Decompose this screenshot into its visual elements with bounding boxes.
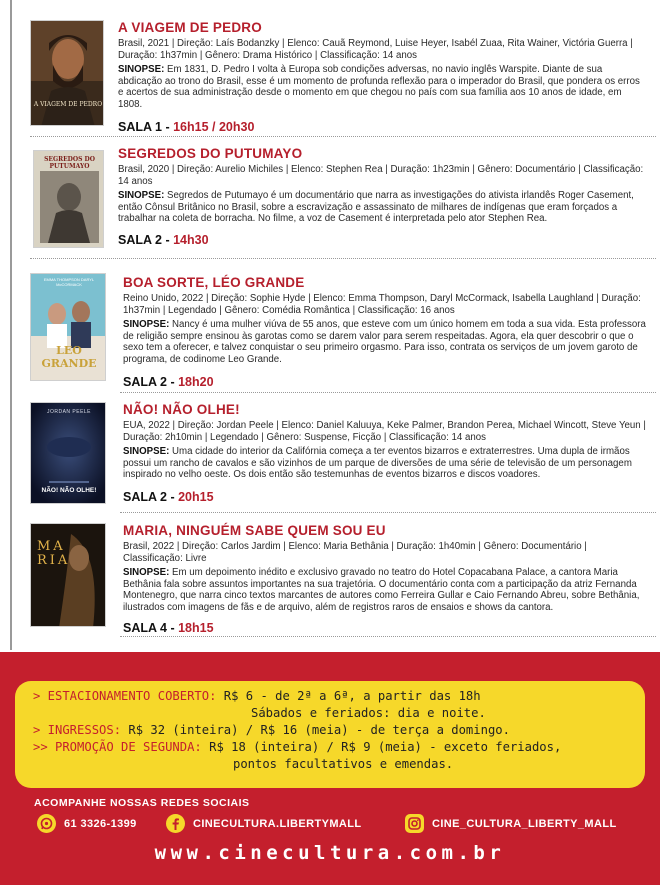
instagram-icon [405,814,424,833]
movie-session [118,120,646,134]
session-times: 16h15 / 20h30 [173,119,255,134]
session-times: 18h15 [178,620,214,635]
promo-value: R$ 18 (inteira) / R$ 9 (meia) - exceto feriados, [209,740,562,754]
movie-poster[interactable] [33,150,104,248]
movie-meta: Brasil, 2020 | Direção: Aurelio Michiles | Elenco: Stephen Rea | Duração: 1h23min | Gênero: Documentário | Classificação: 14 anos [118,164,644,187]
session-room: SALA 2 - [118,232,170,247]
facebook-handle: CINECULTURA.LIBERTYMALL [193,817,362,830]
facebook-icon [166,814,185,833]
parking-line-2: Sábados e feriados: dia e noite. [251,706,486,720]
movie-info [118,20,646,134]
session-room: SALA 2 - [123,489,175,504]
synopsis-label: SINOPSE: [123,446,170,458]
poster-title: SEGREDOS DO PUTUMAYO [44,156,95,170]
movie-session [123,490,646,504]
movie-poster[interactable] [30,273,106,381]
movie-poster[interactable] [30,20,104,126]
poster-title: LEO GRANDE [41,344,97,370]
synopsis-text: Nancy é uma mulher viúva de 55 anos, que esteve com um único homem em toda a sua vida. Esta professora de religião sempre ensinou às garotas como se darem valor para serem respeitadas. Agora, ela quer descobrir o que o sexo tem a oferecer, e talvez conquistar o seu primeiro orgasmo. Para isso, contrata os serviços de um jovem garoto de programa, de codinome Leo Grande. [123,319,646,365]
movie-info [123,402,646,504]
movie-meta: Brasil, 2021 | Direção: Laís Bodanzky | Elenco: Cauã Reymond, Luise Heyer, Isabél Zuaa, Rita Wainer, Victória Guerra | Duração: 1h37min | Gênero: Drama Histórico | Classificação: 14 anos [118,38,633,61]
synopsis-label: SINOPSE: [123,319,170,331]
session-room: SALA 1 - [118,119,170,134]
movie-synopsis [123,446,646,481]
separator [120,636,656,637]
whatsapp-contact[interactable] [37,814,137,833]
session-room: SALA 4 - [123,620,175,635]
movie-meta: Brasil, 2022 | Direção: Carlos Jardim | Elenco: Maria Bethânia | Duração: 1h40min | Gênero: Documentário | Classificação: Livre [123,541,587,564]
poster-top-text: JORDAN PEELE [46,409,92,415]
social-title: ACOMPANHE NOSSAS REDES SOCIAIS [34,797,250,809]
movie-synopsis [118,190,646,225]
parking-label: > ESTACIONAMENTO COBERTO: [33,689,217,703]
movie-info [118,146,646,247]
parking-line [33,688,645,705]
movie-title: MARIA, NINGUÉM SABE QUEM SOU EU [123,523,386,538]
movie-info [123,523,646,635]
synopsis-text: Em 1831, D. Pedro I volta à Europa sob condições adversas, no navio inglês Warspite. Diante de sua abdicação ao trono do Brasil, esse é um momento de profunda reflexão para o imperador do Brasil, que pondera os erros e acertos de sua administração desde o momento em que chegou no país com sua família aos 10 anos de idade, em 1808. [118,64,640,110]
poster-top-text: EMMA THOMPSON DARYL McCORMACK [43,277,95,287]
whatsapp-icon [37,814,56,833]
footer [0,652,660,885]
movie-meta: Reino Unido, 2022 | Direção: Sophie Hyde | Elenco: Emma Thompson, Daryl McCormack, Isabella Laughland | Duração: 1h37min | Legendado | Gênero: Comédia Romântica | Classificação: 16 anos [123,293,641,316]
movie-title: A VIAGEM DE PEDRO [118,20,262,35]
movie-title: NÃO! NÃO OLHE! [123,402,240,417]
session-times: 14h30 [173,232,209,247]
session-times: 18h20 [178,374,214,389]
prices-box [15,681,645,788]
instagram-handle: CINE_CULTURA_LIBERTY_MALL [432,817,617,830]
tickets-line [33,722,645,739]
movie-poster[interactable] [30,523,106,627]
synopsis-text: Uma cidade do interior da Califórnia começa a ter eventos bizarros e extraterrestres. Uma dupla de irmãos possui um rancho de cavalos e são vizinhos de um parque de diversões de uma série de televisão de um personagem inspirado no velho oeste. Os dois então são testemunhas de eventos bizarros e discos voadores. [123,446,632,481]
movie-session [123,375,646,389]
promo-label: >> PROMOÇÃO DE SEGUNDA: [33,740,202,754]
phone-number: 61 3326-1399 [64,817,137,830]
parking-value: R$ 6 - de 2ª a 6ª, a partir das 18h [223,689,481,703]
movie-synopsis [118,64,646,110]
separator [30,136,656,137]
instagram-link[interactable] [405,814,617,833]
movie-synopsis [123,567,646,613]
separator [30,258,656,259]
synopsis-label: SINOPSE: [123,567,170,579]
session-room: SALA 2 - [123,374,175,389]
separator [120,512,656,513]
tickets-label: > INGRESSOS: [33,723,122,737]
movie-session [118,233,646,247]
promo-line [33,739,645,756]
poster-title: NÃO! NÃO OLHE! [41,487,97,494]
synopsis-text: Em um depoimento inédito e exclusivo gravado no teatro do Hotel Copacabana Palace, a cantora Maria Bethânia fala sobre assuntos importantes na sua trajetória. O documentário conta com a participação da atriz Fernanda Montenegro, que narra cinco textos marcantes de autores como Ferreira Gullar e Caio Fernando Abreu, sobre Bethânia, ilustrados com imagens de fãs e de arquivo, além de registros raros de ensaios e shows da cantora. [123,567,640,613]
movie-poster[interactable] [30,402,106,504]
promo-line-2: pontos facultativos e emendas. [233,757,454,771]
synopsis-label: SINOPSE: [118,64,165,76]
movie-session [123,621,646,635]
session-times: 20h15 [178,489,214,504]
poster-title: MARIA [37,539,71,568]
tickets-value: R$ 32 (inteira) / R$ 16 (meia) - de terça a domingo. [128,723,510,737]
movie-info [123,275,646,389]
movie-title: SEGREDOS DO PUTUMAYO [118,146,303,161]
synopsis-text: Segredos de Putumayo é um documentário que narra as investigações do ativista irlandês Roger Casement, então Cônsul Britânico no Brasil, sobre a escravização e assassinato de milhares de indígenas que eram forçados a trabalhar na coleta de borracha. No filme, a voz de Casement é interpretada pelo ator Stephen Rea. [118,190,634,225]
movie-title: BOA SORTE, LÉO GRANDE [123,275,305,290]
movie-synopsis [123,319,646,365]
website-link[interactable]: www.cinecultura.com.br [154,842,506,864]
poster-title: A VIAGEM DE PEDRO [33,101,103,108]
facebook-link[interactable] [166,814,361,833]
synopsis-label: SINOPSE: [118,190,165,202]
movie-meta: EUA, 2022 | Direção: Jordan Peele | Elenco: Daniel Kaluuya, Keke Palmer, Brandon Perea, Michael Wincott, Steve Yeun | Duração: 2h10min | Legendado | Gênero: Suspense, Ficção | Classificação: 14 anos [123,420,646,443]
separator [120,392,656,393]
